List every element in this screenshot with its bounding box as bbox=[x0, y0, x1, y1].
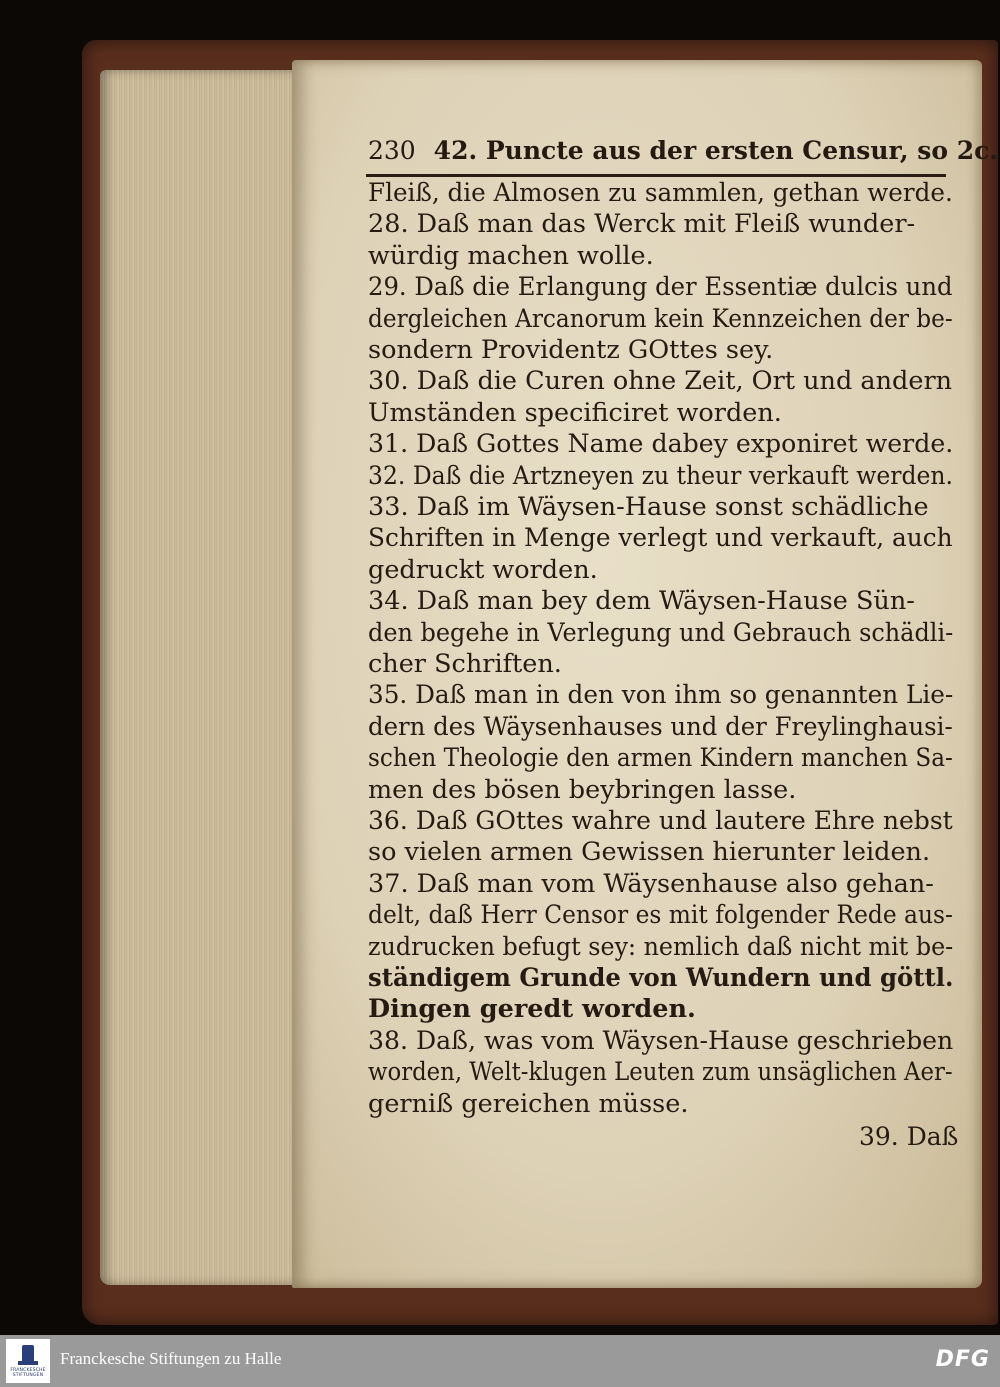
text-line: Schriften in Menge verlegt und verkauft, auch bbox=[368, 523, 953, 554]
text-line: Fleiß, die Almosen zu sammlen, gethan werde. bbox=[368, 178, 953, 208]
text-line: so vielen armen Gewissen hierunter leiden. bbox=[368, 837, 931, 868]
text-line: sondern Providentz GOttes sey. bbox=[368, 335, 774, 365]
text-line: Umständen specificiret worden. bbox=[368, 397, 782, 428]
dfg-logo[interactable]: DFG bbox=[935, 1347, 990, 1372]
text-line: gedruckt worden. bbox=[368, 554, 598, 585]
page-text bbox=[368, 178, 953, 1120]
text-line: 28. Daß man das Werck mit Fleiß wunder- bbox=[368, 209, 916, 240]
catchword: 39. Daß bbox=[859, 1122, 959, 1151]
text-line: 34. Daß man bey dem Wäysen-Hause Sün- bbox=[368, 586, 915, 617]
text-line: delt, daß Herr Censor es mit folgender Rede aus- bbox=[368, 900, 953, 931]
franckesche-stiftungen-logo[interactable] bbox=[6, 1339, 50, 1383]
text-line: würdig machen wolle. bbox=[368, 240, 654, 271]
text-line: 29. Daß die Erlangung der Essentiæ dulcis und bbox=[368, 272, 953, 303]
text-line: 32. Daß die Artzneyen zu theur verkauft werden. bbox=[368, 460, 953, 491]
building-icon bbox=[22, 1345, 34, 1361]
text-line: cher Schriften. bbox=[368, 648, 562, 679]
text-line: den begehe in Verlegung und Gebrauch schädli- bbox=[368, 617, 954, 648]
text-line: ständigem Grunde von Wundern und göttl. bbox=[368, 962, 954, 993]
institution-name[interactable]: Franckesche Stiftungen zu Halle bbox=[60, 1349, 282, 1368]
page-header bbox=[368, 136, 999, 172]
book-page bbox=[292, 60, 999, 1288]
page-edges bbox=[100, 70, 300, 1285]
text-line: dern des Wäysenhauses und der Freylinghausi- bbox=[368, 711, 953, 742]
text-line: schen Theologie den armen Kindern manchen Sa- bbox=[368, 743, 953, 774]
text-line: zudrucken befugt sey: nemlich daß nicht mit be- bbox=[368, 931, 954, 962]
text-line: 33. Daß im Wäysen-Hause sonst schädliche bbox=[368, 491, 929, 522]
text-line: men des bösen beybringen lasse. bbox=[368, 774, 797, 805]
text-line: Dingen geredt worden. bbox=[368, 994, 696, 1025]
viewer-footer bbox=[0, 1335, 1000, 1387]
text-line: 35. Daß man in den von ihm so genannten Lie- bbox=[368, 680, 954, 711]
text-line: 38. Daß, was vom Wäysen-Hause geschrieben bbox=[368, 1025, 954, 1056]
text-line: 31. Daß Gottes Name dabey exponiret werde. bbox=[368, 429, 954, 460]
text-line: 36. Daß GOttes wahre und lautere Ehre nebst bbox=[368, 805, 953, 836]
logo-text: FRANCKESCHE STIFTUNGEN bbox=[10, 1368, 46, 1378]
page-number: 230 bbox=[368, 136, 416, 165]
running-title: 42. Puncte aus der ersten Censur, so 2c. bbox=[433, 136, 999, 165]
header-rule bbox=[366, 174, 946, 177]
text-line: 37. Daß man vom Wäysenhause also gehan- bbox=[368, 868, 934, 899]
text-line: 30. Daß die Curen ohne Zeit, Ort und andern bbox=[368, 366, 953, 397]
text-line: worden, Welt-klugen Leuten zum unsäglichen Aer- bbox=[368, 1057, 953, 1088]
text-line: dergleichen Arcanorum kein Kennzeichen der be- bbox=[368, 303, 953, 334]
building-base-icon bbox=[18, 1361, 38, 1365]
text-line: gerniß gereichen müsse. bbox=[368, 1088, 689, 1119]
